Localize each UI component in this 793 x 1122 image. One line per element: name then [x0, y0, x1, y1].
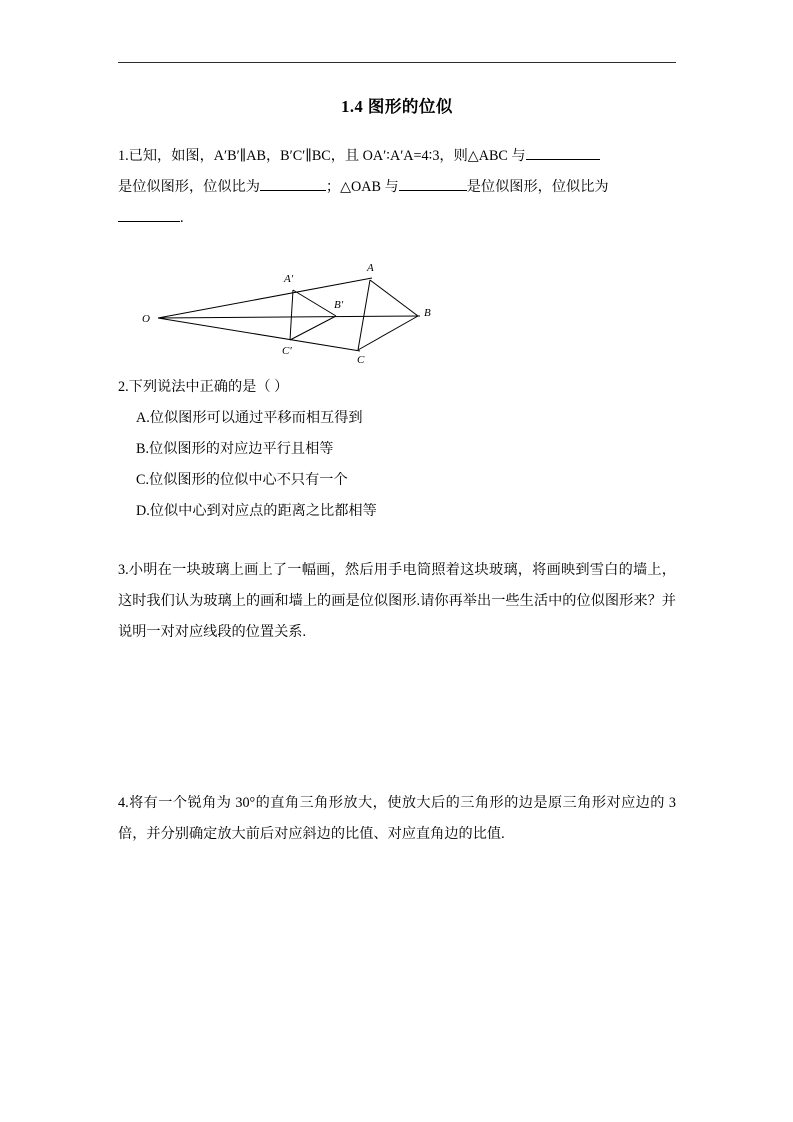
answer-blank-4[interactable]	[118, 206, 180, 222]
question-1-line-1	[118, 141, 676, 172]
header-rule	[118, 62, 676, 63]
label-B-prime: B′	[334, 299, 344, 311]
segment-C1A1	[290, 290, 293, 340]
question-2-option-c[interactable]: C.位似图形的位似中心不只有一个	[136, 472, 348, 488]
label-B: B	[424, 307, 431, 319]
question-2-option-d[interactable]: D.位似中心到对应点的距离之比都相等	[136, 503, 377, 519]
question-2-option-a[interactable]: A.位似图形可以通过平移而相互得到	[136, 410, 363, 426]
segment-AB	[370, 280, 418, 316]
segment-BC	[358, 316, 418, 350]
answer-blank-2[interactable]	[260, 175, 326, 191]
segment-CA	[358, 280, 370, 350]
segment-A1B1	[293, 290, 336, 316]
ray-OC	[158, 318, 360, 351]
label-O: O	[142, 313, 150, 325]
question-2-option-b[interactable]: B.位似图形的对应边平行且相等	[136, 441, 334, 457]
question-4-text: 4.将有一个锐角为 30°的直角三角形放大，使放大后的三角形的边是原三角形对应边的 3 倍，并分别确定放大前后对应斜边的比值、对应直角边的比值.	[118, 795, 676, 842]
question-1-line-2	[118, 172, 676, 203]
answer-blank-1[interactable]	[526, 144, 600, 160]
question-2	[118, 372, 676, 527]
question-2-stem: 2.下列说法中正确的是（ ）	[118, 379, 289, 395]
label-A-prime: A′	[284, 273, 294, 285]
question-1-text-4: 是位似图形，位似比为	[466, 179, 609, 195]
figure-similar-triangles	[118, 240, 676, 366]
question-1-text-1: 1.已知，如图，A′B′∥AB，B′C′∥BC，且 OA′∶A′A=4∶3，则△ABC 与	[118, 148, 526, 164]
document-body	[118, 62, 676, 850]
segment-B1C1	[290, 316, 336, 340]
label-A: A	[367, 262, 374, 274]
answer-blank-3[interactable]	[399, 175, 467, 191]
ray-OA	[158, 278, 372, 318]
question-1	[118, 141, 676, 234]
question-1-text-2: 是位似图形，位似比为	[118, 179, 260, 195]
ray-OB	[158, 316, 420, 318]
label-C: C	[357, 354, 365, 366]
question-3	[118, 555, 676, 648]
question-3-text: 3.小明在一块玻璃上画上了一幅画，然后用手电筒照着这块玻璃，将画映到雪白的墙上，这时我们认为玻璃上的画和墙上的画是位似图形.请你再举出一些生活中的位似图形来？并说明一对对应线段的位置关系.	[118, 562, 676, 640]
figure-svg	[118, 240, 676, 366]
question-4	[118, 788, 676, 850]
label-C-prime: C′	[282, 345, 292, 357]
question-1-text-5: .	[180, 210, 184, 226]
page-title: 1.4 图形的位似	[341, 97, 453, 116]
question-1-text-3: ；△OAB 与	[325, 179, 399, 195]
question-1-line-3	[118, 203, 676, 234]
